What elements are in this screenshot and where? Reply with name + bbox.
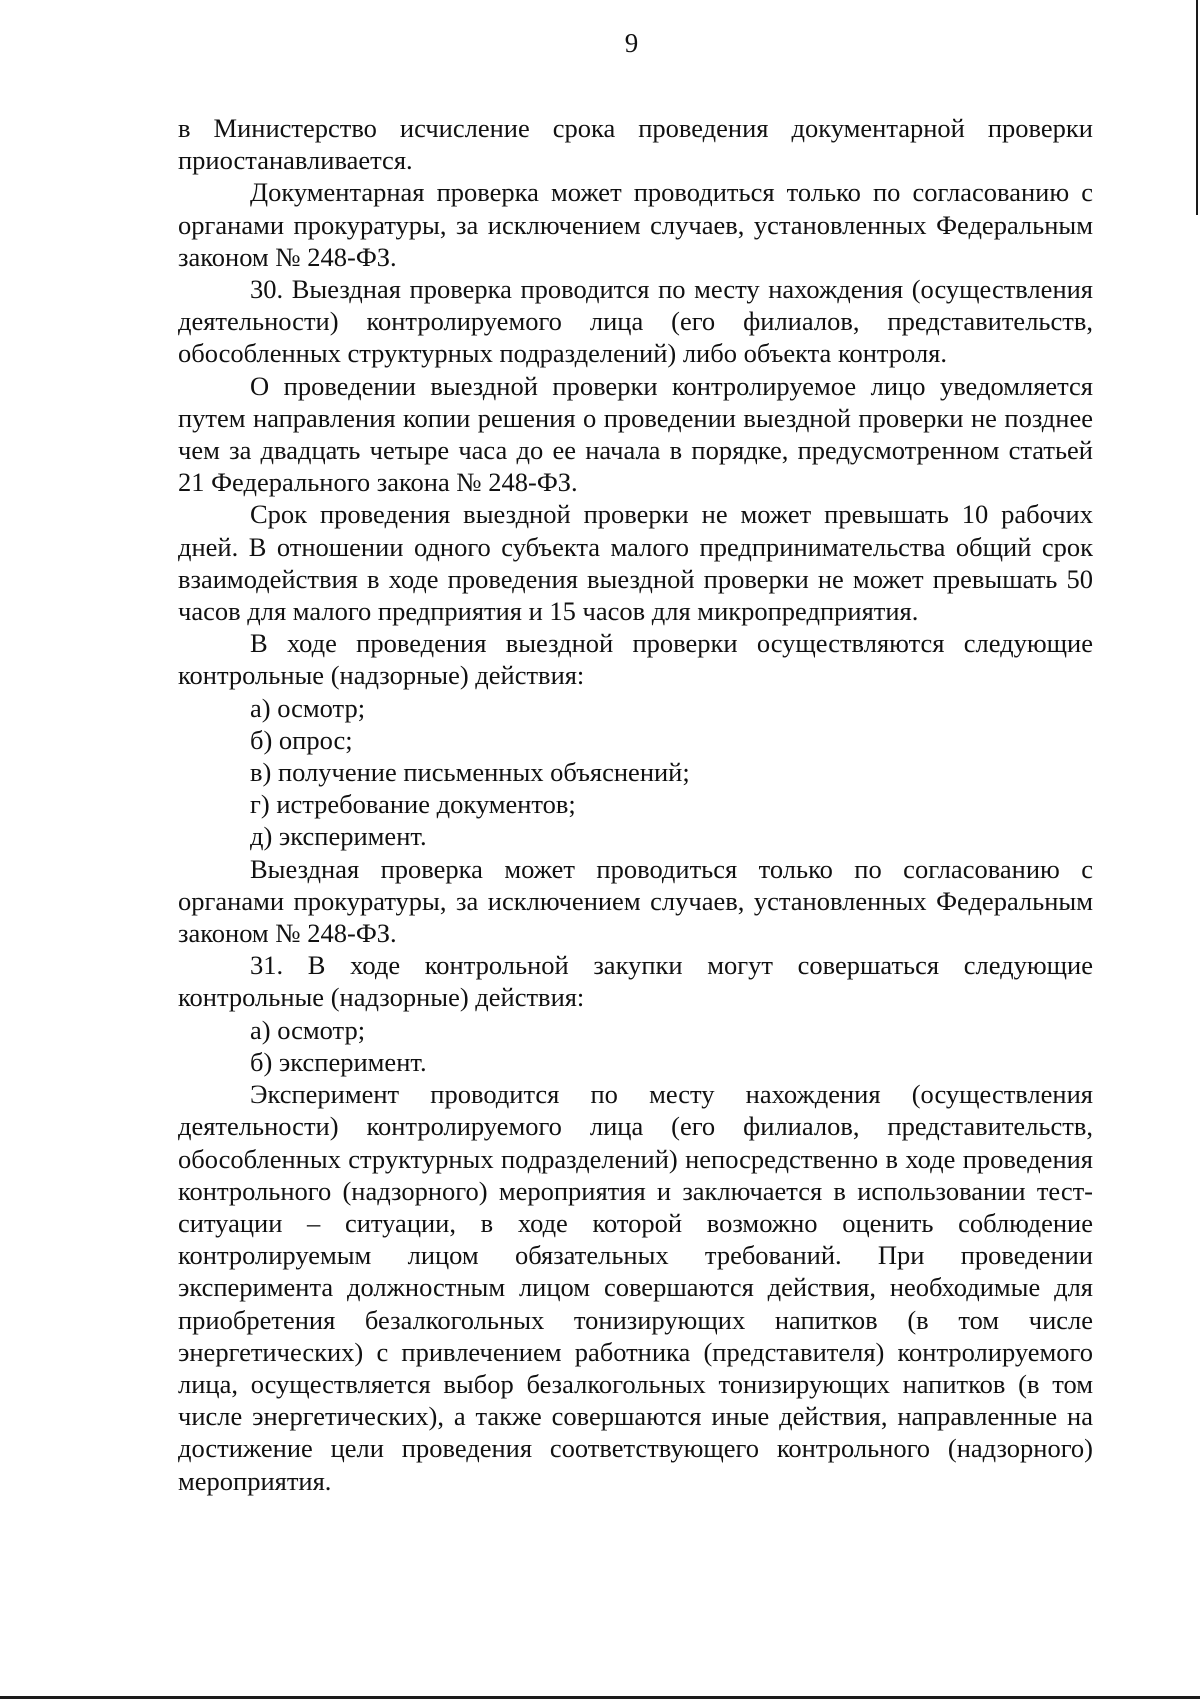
paragraph: Документарная проверка может проводиться только по согласованию с органами прокуратуры, за исключением случаев, установленных Федеральным законом № 248-ФЗ. — [178, 177, 1093, 272]
paragraph: Эксперимент проводится по месту нахождения (осуществления деятельности) контролируемого лица (его филиалов, представительств, обособленных структурных подразделений) непосредственно в ходе проведения контрольного (надзорного) мероприятия и заключается в использовании тест-ситуации – ситуации, в ходе которой возможно оценить соблюдение контролируемым лицом обязательных требований. При проведении эксперимента должностным лицом совершаются действия, необходимые для приобретения безалкогольных тонизирующих напитков (в том числе энергетических) с привлечением работника (представителя) контролируемого лица, осуществляется выбор безалкогольных тонизирующих напитков (в том числе энергетических), а также совершаются иные действия, направленные на достижение цели проведения соответствующего контрольного (надзорного) мероприятия. — [178, 1079, 1093, 1496]
paragraph: В ходе проведения выездной проверки осуществляются следующие контрольные (надзорные) действия: — [178, 628, 1093, 691]
list-item: г) истребование документов; — [250, 789, 576, 820]
list-item: б) эксперимент. — [250, 1046, 427, 1077]
page-number: 9 — [624, 28, 639, 58]
paragraph: О проведении выездной проверки контролируемое лицо уведомляется путем направления копии решения о проведении выездной проверки не позднее чем за двадцать четыре часа до ее начала в порядке, предусмотренном статьей 21 Федерального закона № 248-ФЗ. — [178, 370, 1093, 498]
paragraph-clause-30: 30. Выездная проверка проводится по месту нахождения (осуществления деятельности) контролируемого лица (его филиалов, представительств, обособленных структурных подразделений) либо объекта контроля. — [178, 274, 1093, 369]
paragraph: Выездная проверка может проводиться только по согласованию с органами прокуратуры, за исключением случаев, установленных Федеральным законом № 248-ФЗ. — [178, 853, 1093, 949]
paragraph-clause-31: 31. В ходе контрольной закупки могут совершаться следующие контрольные (надзорные) действия: — [178, 950, 1093, 1013]
list-item: в) получение письменных объяснений; — [250, 757, 690, 788]
list-item: а) осмотр; — [250, 692, 366, 723]
body-text — [178, 112, 1093, 1497]
list-item: б) опрос; — [250, 724, 353, 755]
list-item: а) осмотр; — [250, 1014, 366, 1045]
paragraph: в Министерство исчисление срока проведения документарной проверки приостанавливается. — [178, 113, 1093, 176]
list-item: д) эксперимент. — [250, 821, 427, 852]
paragraph: Срок проведения выездной проверки не может превышать 10 рабочих дней. В отношении одного субъекта малого предпринимательства общий срок взаимодействия в ходе проведения выездной проверки не может превышать 50 часов для малого предприятия и 15 часов для микропредприятия. — [178, 499, 1093, 627]
